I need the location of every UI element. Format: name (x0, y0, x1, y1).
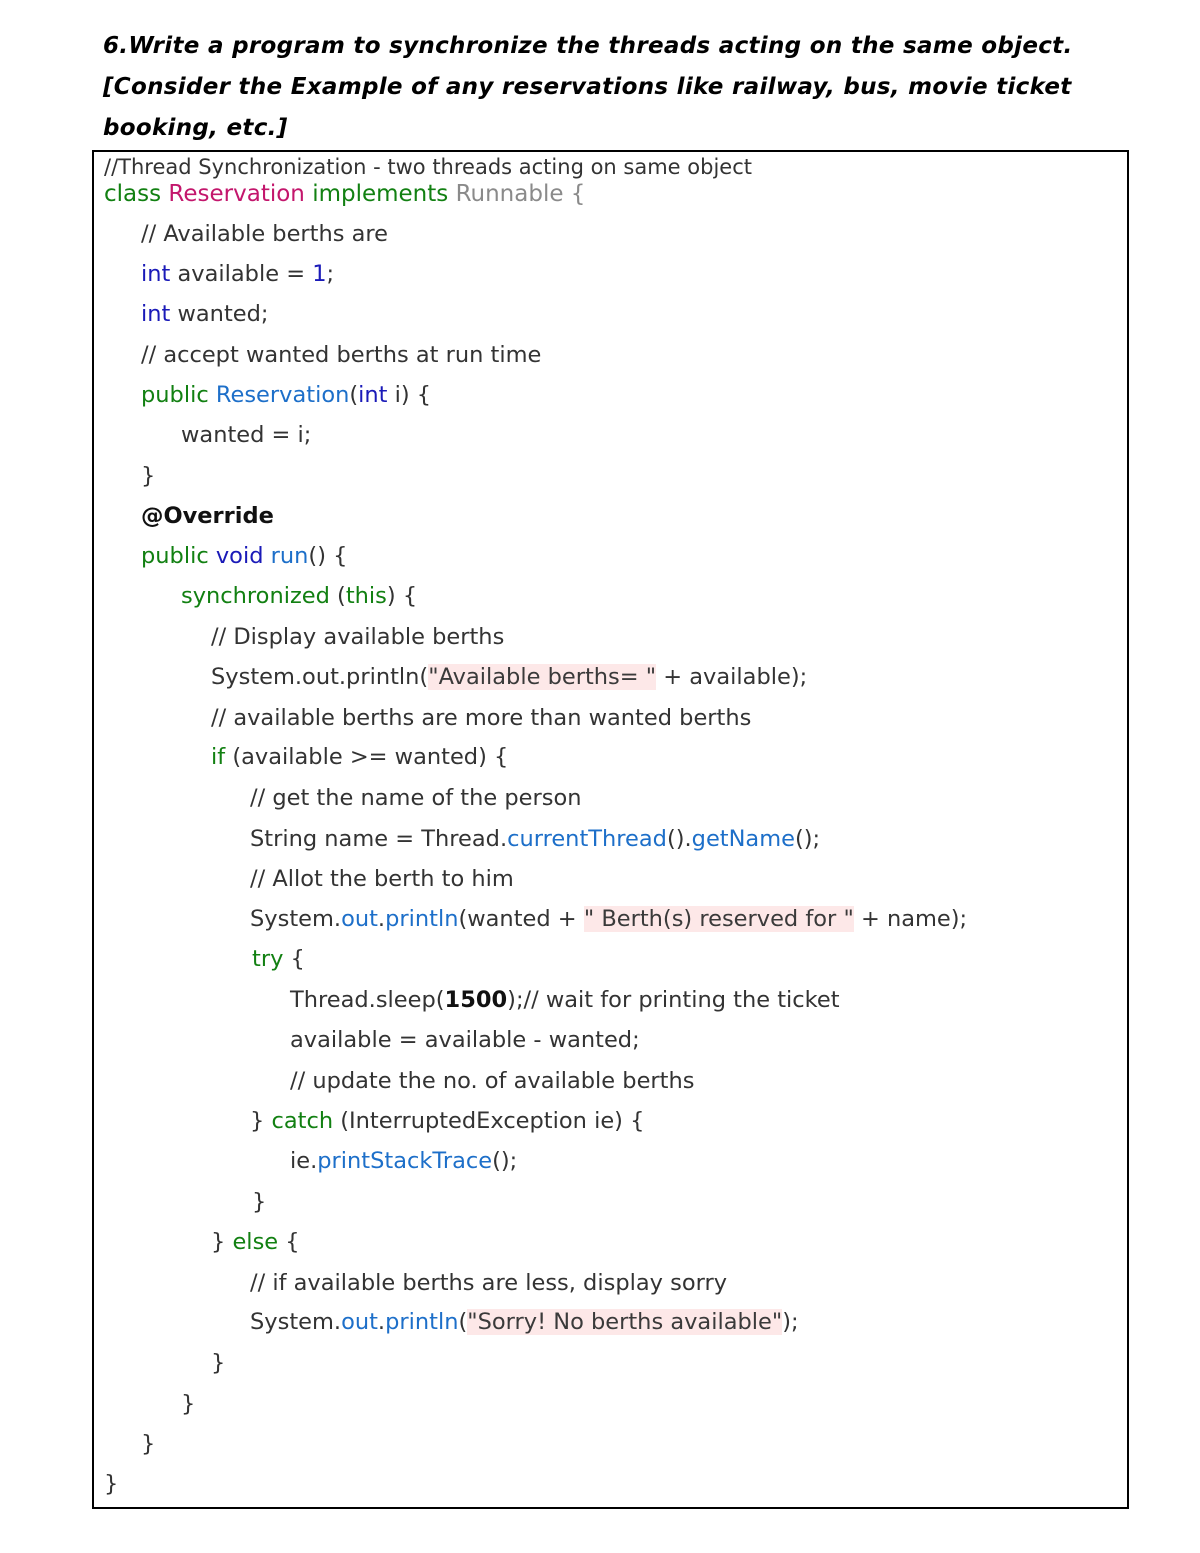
code-line-17 (250, 783, 582, 813)
keyword-synchronized: synchronized (181, 583, 330, 609)
closing-brace: } (104, 1471, 119, 1497)
code-text: System. (250, 1309, 342, 1335)
code-line-10 (141, 501, 274, 531)
code-text: available = (170, 261, 313, 287)
code-text: Thread.sleep( (290, 987, 445, 1013)
question-line-1: 6.Write a program to synchronize the threads acting on the same object. (103, 33, 1073, 59)
code-text: String name = Thread. (250, 826, 508, 852)
number-literal: 1500 (444, 987, 508, 1013)
method-print-stack-trace: printStackTrace (317, 1148, 493, 1174)
question-line-3: booking, etc.] (103, 115, 288, 141)
code-line-11 (141, 541, 347, 571)
code-text: ( (458, 1309, 468, 1335)
keyword-implements: implements (312, 181, 449, 207)
code-line-28 (211, 1227, 300, 1257)
code-text: (); (492, 1148, 518, 1174)
annotation-override: @Override (141, 503, 274, 529)
code-line-20 (250, 904, 967, 934)
brace: { (563, 181, 586, 207)
code-line-25 (250, 1106, 644, 1136)
method-get-name: getName (691, 826, 795, 852)
code-text: System. (250, 906, 342, 932)
closing-brace: } (211, 1350, 226, 1376)
code-line-3 (141, 219, 388, 249)
code-line-7 (141, 380, 431, 410)
comment: // accept wanted berths at run time (141, 342, 542, 368)
method-println: println (385, 1309, 459, 1335)
method-current-thread: currentThread (507, 826, 667, 852)
number-literal: 1 (312, 261, 327, 287)
code-line-18 (250, 824, 820, 854)
code-line-19 (250, 864, 514, 894)
string-literal: "Sorry! No berths available" (467, 1309, 783, 1335)
code-text: ( (329, 583, 346, 609)
code-text: + name); (853, 906, 968, 932)
keyword-public: public (141, 382, 209, 408)
comment: // get the name of the person (250, 785, 582, 811)
string-literal: "Available berths= " (428, 664, 657, 690)
interface-name: Runnable (455, 181, 564, 207)
code-line-31 (211, 1348, 225, 1378)
code-line-14 (211, 662, 807, 692)
keyword-else: else (232, 1229, 279, 1255)
header-comment: //Thread Synchronization - two threads acting on same object (104, 155, 752, 179)
code-text: ); (782, 1309, 799, 1335)
field-out: out (341, 1309, 378, 1335)
code-line-27 (252, 1187, 266, 1217)
closing-brace: } (181, 1391, 196, 1417)
code-line-13 (211, 622, 504, 652)
code-line-16 (211, 742, 508, 772)
keyword-class: class (104, 181, 162, 207)
code-text: (wanted + (458, 906, 584, 932)
code-line-22 (290, 985, 840, 1015)
code-text: } (250, 1108, 272, 1134)
code-line-1 (104, 152, 752, 182)
code-text: (available >= wanted) { (225, 744, 509, 770)
code-text: + available); (656, 664, 808, 690)
code-line-33 (141, 1429, 155, 1459)
code-line-9 (141, 461, 155, 491)
keyword-catch: catch (271, 1108, 334, 1134)
keyword-int: int (141, 261, 171, 287)
code-text: available = available - wanted; (290, 1027, 640, 1053)
code-line-6 (141, 340, 541, 370)
code-text: wanted = i; (181, 422, 312, 448)
code-text: () { (308, 543, 348, 569)
question-line-2: [Consider the Example of any reservations like railway, bus, movie ticket (103, 74, 1072, 100)
code-line-23 (290, 1025, 640, 1055)
string-literal: " Berth(s) reserved for " (583, 906, 854, 932)
keyword-this: this (345, 583, 387, 609)
code-line-5 (141, 299, 268, 329)
code-line-12 (181, 581, 417, 611)
code-text: i) { (387, 382, 432, 408)
code-text: wanted; (170, 301, 269, 327)
code-text: );// wait for printing the ticket (507, 987, 840, 1013)
code-line-15 (211, 703, 751, 733)
keyword-int: int (141, 301, 171, 327)
code-text: { (283, 946, 305, 972)
comment: // Available berths are (141, 221, 389, 247)
code-text: ie. (290, 1148, 318, 1174)
keyword-int: int (358, 382, 388, 408)
keyword-if: if (211, 744, 226, 770)
code-text: ; (326, 261, 335, 287)
class-name: Reservation (168, 181, 305, 207)
code-text: . (377, 906, 386, 932)
method-println: println (385, 906, 459, 932)
code-text: (). (666, 826, 692, 852)
method-name-run: run (270, 543, 309, 569)
code-line-2 (104, 179, 585, 209)
closing-brace: } (252, 1189, 267, 1215)
code-line-29 (250, 1268, 727, 1298)
code-line-4 (141, 259, 334, 289)
code-text: } (211, 1229, 233, 1255)
comment: // if available berths are less, display sorry (250, 1270, 728, 1296)
question-heading (103, 26, 1103, 149)
code-line-21 (252, 944, 305, 974)
code-text: (InterruptedException ie) { (333, 1108, 645, 1134)
keyword-public: public (141, 543, 209, 569)
code-text: (); (794, 826, 821, 852)
keyword-void: void (215, 543, 264, 569)
comment: // Display available berths (211, 624, 505, 650)
keyword-try: try (252, 946, 284, 972)
code-line-34 (104, 1469, 118, 1499)
code-text: { (278, 1229, 300, 1255)
code-line-24 (290, 1066, 694, 1096)
code-text: System.out.println( (211, 664, 429, 690)
code-text: . (377, 1309, 386, 1335)
code-line-30 (250, 1307, 799, 1337)
code-text: ( (349, 382, 359, 408)
code-line-26 (290, 1146, 517, 1176)
field-out: out (341, 906, 378, 932)
code-text: ) { (386, 583, 418, 609)
comment: // available berths are more than wanted berths (211, 705, 752, 731)
closing-brace: } (141, 1431, 156, 1457)
code-line-8 (181, 420, 311, 450)
comment: // Allot the berth to him (250, 866, 514, 892)
comment: // update the no. of available berths (290, 1068, 695, 1094)
code-line-32 (181, 1389, 195, 1419)
constructor-name: Reservation (215, 382, 350, 408)
closing-brace: } (141, 463, 156, 489)
